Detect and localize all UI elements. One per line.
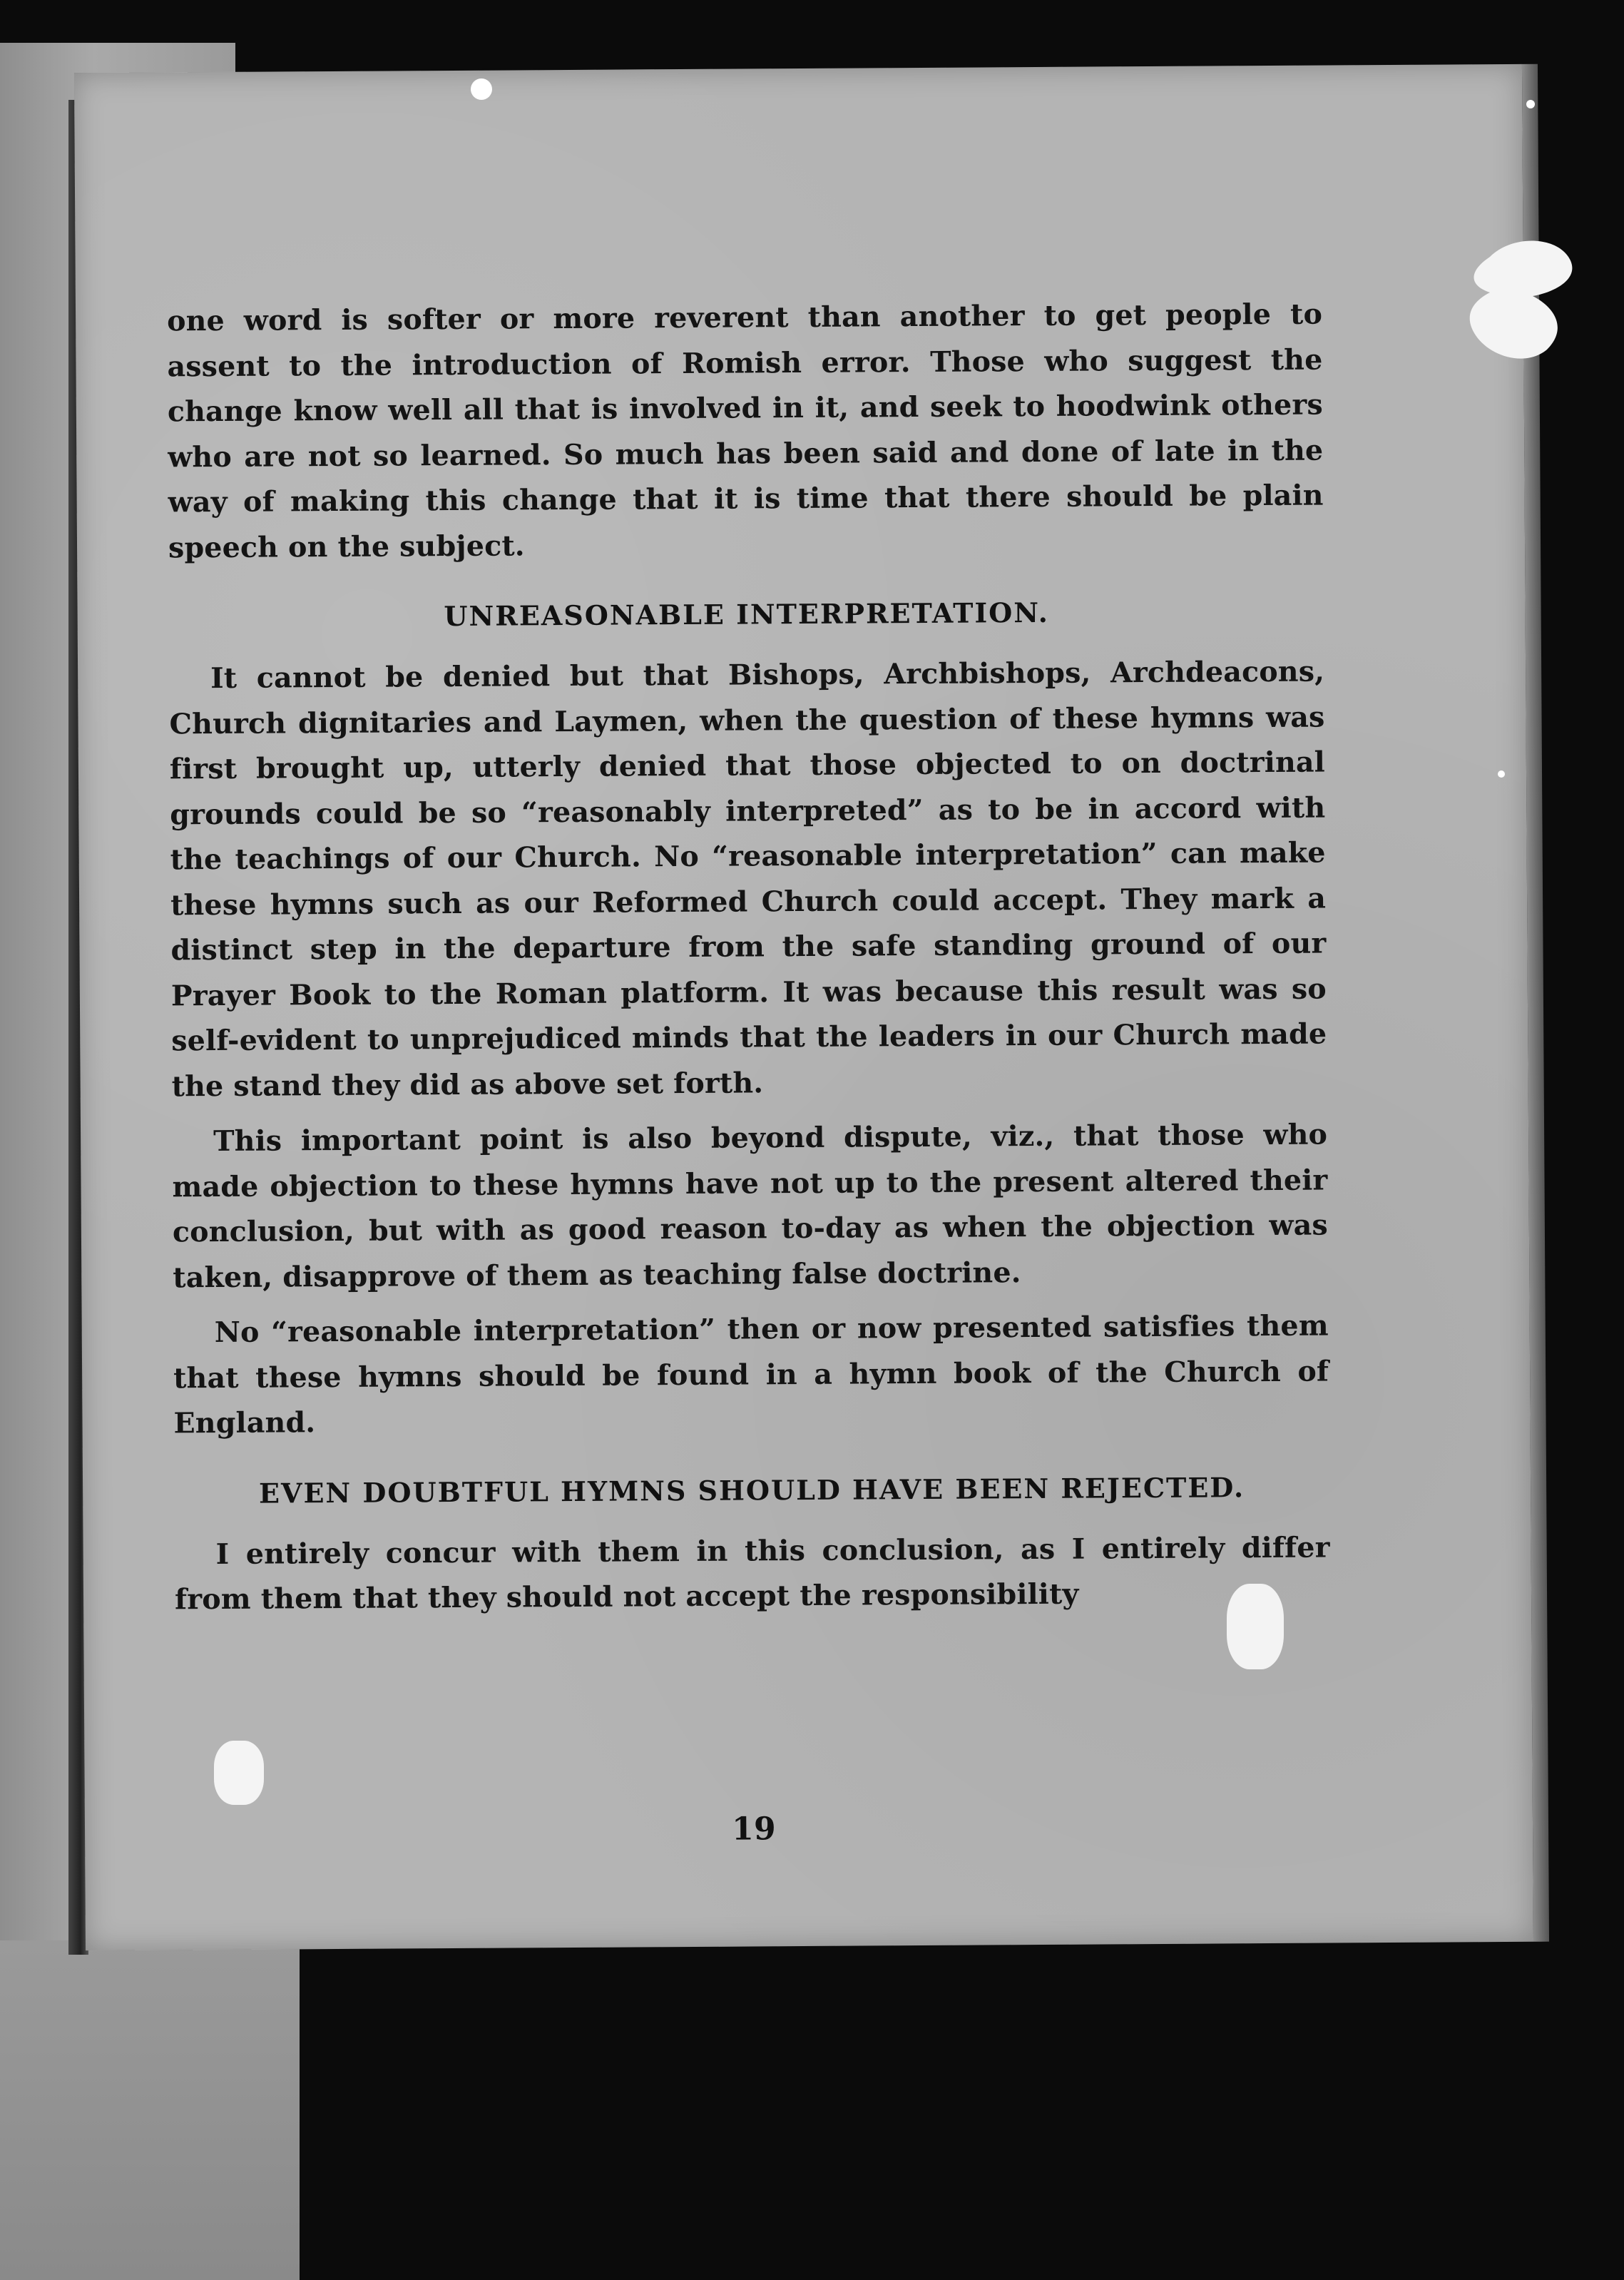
- paragraph: This important point is also beyond dispute, viz., that those who made objection to these hymns have not up to the present altered their conclusion, but with as good reason to-day as when the objection was taken, disapprove of them as teaching false doctrine.: [172, 1118, 1329, 1294]
- dust-speck: [1498, 770, 1505, 778]
- paragraph: No “reasonable interpretation” then or now presented satisfies them that these hymns should be found in a hymn book of the Church of England.: [173, 1309, 1329, 1440]
- paragraph-continued: one word is softer or more reverent than another to get people to assent to the introduction of Romish error. Those who suggest the change know well all that is involved in it, and seek to hoodwink others who are not so learned. So much has been said and done of late in the way of making this change that it is time that there should be plain speech on the subject.: [166, 297, 1324, 564]
- dust-speck: [214, 1741, 264, 1805]
- section-heading-doubtful-hymns: EVEN DOUBTFUL HYMNS SHOULD HAVE BEEN REJECTED.: [258, 1470, 1245, 1510]
- page-number: 19: [732, 1811, 777, 1848]
- dust-speck: [1227, 1584, 1284, 1669]
- dust-speck: [1526, 100, 1535, 108]
- section-heading-unreasonable-interpretation: UNREASONABLE INTERPRETATION.: [444, 596, 1049, 633]
- adjacent-page-lower: [0, 1940, 300, 2280]
- body-text: [166, 292, 1330, 1848]
- page-sheet: [74, 64, 1533, 1950]
- paragraph: It cannot be denied but that Bishops, Archbishops, Archdeacons, Church dignitaries and Laymen, when the question of these hymns was first brought up, utterly denied that those objected to on doctrinal grounds could be so “reasonably interpreted” as to be in accord with the teachings of our Church. No “reasonable interpretation” can make these hymns such as our Reformed Church could accept. They mark a distinct step in the departure from the safe standing ground of our Prayer Book to the Roman platform. It was because this result was so self-evident to unprejudiced minds that the leaders in our Church made the stand they did as above set forth.: [169, 655, 1327, 1103]
- paragraph: I entirely concur with them in this conclusion, as I entirely differ from them that they should not accept the responsibility: [174, 1531, 1330, 1617]
- paper-damage-mark: [1447, 228, 1611, 371]
- dust-speck: [471, 78, 492, 100]
